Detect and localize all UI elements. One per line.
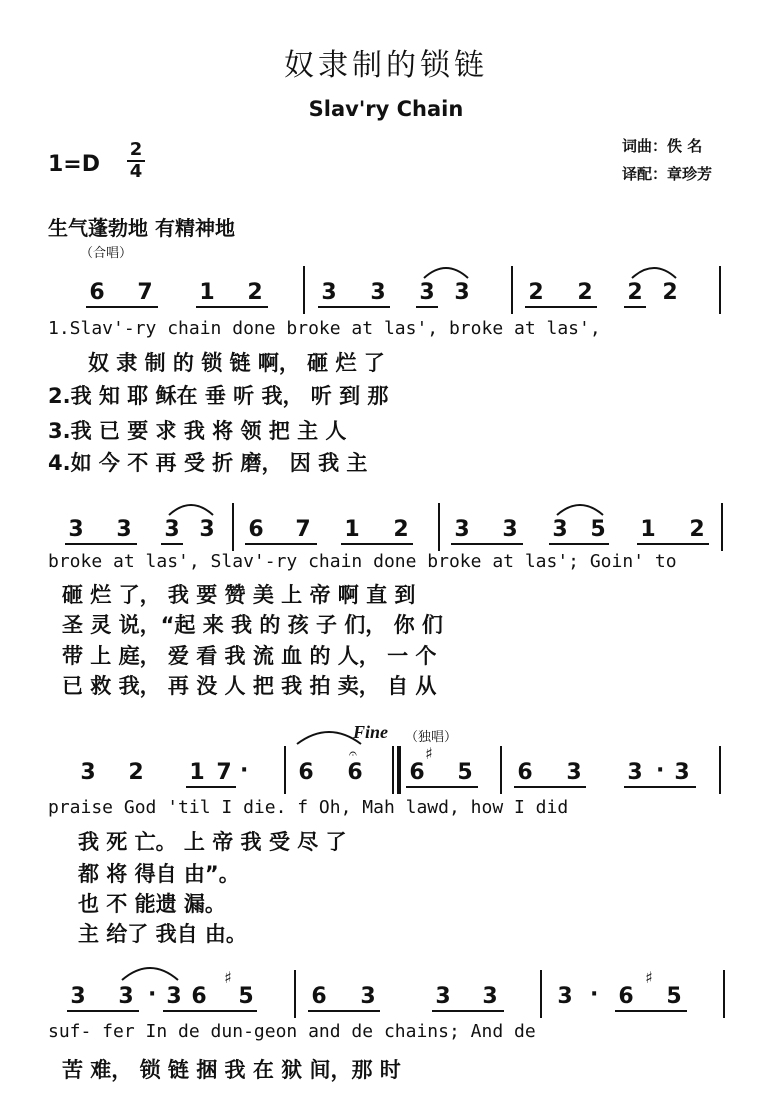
note: 3 — [80, 760, 96, 785]
lyric-verse-2: 圣 灵 说，“起 来 我 的 孩 子 们， 你 们 — [62, 613, 443, 637]
note: 3 — [118, 984, 134, 1009]
note: 6 — [248, 517, 264, 542]
lyric-verse-1: 我 死 亡。 上 帝 我 受 尽 了 — [78, 830, 347, 854]
note: 3 — [566, 760, 582, 785]
lyric-verse-4: 主 给了 我自 由。 — [78, 922, 247, 946]
lyric-verse-1: 奴 隶 制 的 锁 链 啊， 砸 烂 了 — [88, 351, 385, 375]
lyric-verse-4: 已 救 我， 再 没 人 把 我 拍 卖， 自 从 — [62, 674, 437, 698]
lyric-verse-2: 都 将 得自 由”。 — [78, 862, 240, 886]
beam — [514, 786, 586, 788]
beam — [406, 786, 478, 788]
note: 5 — [666, 984, 682, 1009]
note: 2 — [577, 280, 593, 305]
lyric-verse-1: 砸 烂 了， 我 要 赞 美 上 帝 啊 直 到 — [62, 583, 416, 607]
lyric-verse-3: 也 不 能遗 漏。 — [78, 892, 226, 916]
dot-extender: · — [590, 982, 599, 1007]
note: 7 — [137, 280, 153, 305]
barline — [500, 746, 502, 794]
lyric-english: praise God 'til I die. f Oh, Mah lawd, how I did — [48, 797, 569, 818]
beam — [65, 543, 137, 545]
dot-extender: · — [148, 982, 157, 1007]
barline — [540, 970, 542, 1018]
beam — [318, 306, 390, 308]
song-title: 奴隶制的锁链 — [284, 48, 488, 83]
solo-marking: （独唱） — [405, 730, 458, 745]
note: 6 — [618, 984, 634, 1009]
time-signature — [127, 141, 145, 181]
chorus-marking: （合唱） — [80, 246, 133, 261]
slur — [120, 962, 180, 982]
note: 2 — [528, 280, 544, 305]
note: 3 — [419, 280, 435, 305]
note: 7 — [216, 760, 232, 785]
note: 3 — [557, 984, 573, 1009]
note: 3 — [68, 517, 84, 542]
fine-marking: Fine — [353, 722, 389, 742]
double-barline-thick — [397, 746, 401, 794]
note: 3 — [321, 280, 337, 305]
barline — [719, 746, 721, 794]
note: 2 — [128, 760, 144, 785]
barline — [438, 503, 440, 551]
beam — [245, 543, 317, 545]
note: 3 — [166, 984, 182, 1009]
beam — [615, 1010, 687, 1012]
barline — [511, 266, 513, 314]
note: 7 — [295, 517, 311, 542]
note: 6 — [298, 760, 314, 785]
beam — [161, 543, 183, 545]
note: 3 — [502, 517, 518, 542]
note: 2 — [393, 517, 409, 542]
credit-translation: 译配：章珍芳 — [622, 165, 713, 183]
note: 6 — [347, 760, 363, 785]
slur — [422, 262, 470, 280]
note: 6 — [517, 760, 533, 785]
lyric-english: broke at las', Slav'-ry chain done broke at las'; Goin' to — [48, 551, 677, 572]
sharp-icon: ♯ — [645, 968, 653, 987]
credit-lyrics-music: 词曲：佚 名 — [622, 137, 703, 155]
key-signature: 1=D — [48, 152, 101, 177]
note: 3 — [435, 984, 451, 1009]
slur — [167, 499, 215, 517]
dot-extender: · — [656, 758, 665, 783]
beam — [549, 543, 609, 545]
note: 2 — [689, 517, 705, 542]
beam — [637, 543, 709, 545]
beam — [451, 543, 523, 545]
note: 1 — [640, 517, 656, 542]
beam — [86, 306, 158, 308]
beam — [525, 306, 597, 308]
double-barline — [392, 746, 394, 794]
note: 2 — [247, 280, 263, 305]
note: 5 — [457, 760, 473, 785]
note: 3 — [116, 517, 132, 542]
barline — [284, 746, 286, 794]
time-signature-bottom: 4 — [129, 161, 143, 182]
beam — [163, 1010, 257, 1012]
lyric-verse-4: 4.如 今 不 再 受 折 磨， 因 我 主 — [48, 451, 368, 475]
sharp-icon: ♯ — [224, 968, 232, 987]
note: 3 — [454, 517, 470, 542]
barline — [719, 266, 721, 314]
note: 3 — [164, 517, 180, 542]
song-subtitle: Slav'ry Chain — [308, 97, 464, 121]
fermata-icon: 𝄐 — [349, 746, 357, 762]
note: 3 — [70, 984, 86, 1009]
note: 1 — [189, 760, 205, 785]
note: 1 — [199, 280, 215, 305]
barline — [294, 970, 296, 1018]
beam — [624, 786, 696, 788]
note: 3 — [552, 517, 568, 542]
note: 2 — [627, 280, 643, 305]
slur — [295, 726, 363, 746]
note: 5 — [590, 517, 606, 542]
beam — [186, 786, 236, 788]
beam — [67, 1010, 139, 1012]
note: 3 — [627, 760, 643, 785]
barline — [303, 266, 305, 314]
note: 6 — [409, 760, 425, 785]
note: 6 — [191, 984, 207, 1009]
note: 6 — [311, 984, 327, 1009]
barline — [723, 970, 725, 1018]
barline — [232, 503, 234, 551]
beam — [308, 1010, 380, 1012]
note: 5 — [238, 984, 254, 1009]
lyric-english: 1.Slav'-ry chain done broke at las', broke at las', — [48, 318, 601, 339]
beam — [432, 1010, 504, 1012]
lyric-verse-1: 苦 难， 锁 链 捆 我 在 狱 间，那 时 — [62, 1058, 401, 1082]
lyric-english: suf- fer In de dun-geon and de chains; And de — [48, 1021, 536, 1042]
sharp-icon: ♯ — [425, 744, 433, 763]
beam — [196, 306, 268, 308]
note: 1 — [344, 517, 360, 542]
lyric-verse-3: 带 上 庭， 爱 看 我 流 血 的 人， 一 个 — [62, 644, 437, 668]
note: 3 — [199, 517, 215, 542]
slur — [555, 499, 605, 517]
beam — [416, 306, 438, 308]
note: 2 — [662, 280, 678, 305]
note: 3 — [370, 280, 386, 305]
beam — [341, 543, 413, 545]
note: 3 — [674, 760, 690, 785]
beam — [624, 306, 646, 308]
time-signature-top: 2 — [129, 139, 143, 160]
lyric-verse-2: 2.我 知 耶 稣在 垂 听 我， 听 到 那 — [48, 384, 389, 408]
note: 6 — [89, 280, 105, 305]
barline — [721, 503, 723, 551]
note: 3 — [482, 984, 498, 1009]
tempo-marking: 生气蓬勃地 有精神地 — [48, 216, 235, 240]
lyric-verse-3: 3.我 已 要 求 我 将 领 把 主 人 — [48, 419, 347, 443]
slur — [630, 262, 678, 280]
note: 3 — [360, 984, 376, 1009]
note: 3 — [454, 280, 470, 305]
dot-extender: · — [240, 758, 249, 783]
